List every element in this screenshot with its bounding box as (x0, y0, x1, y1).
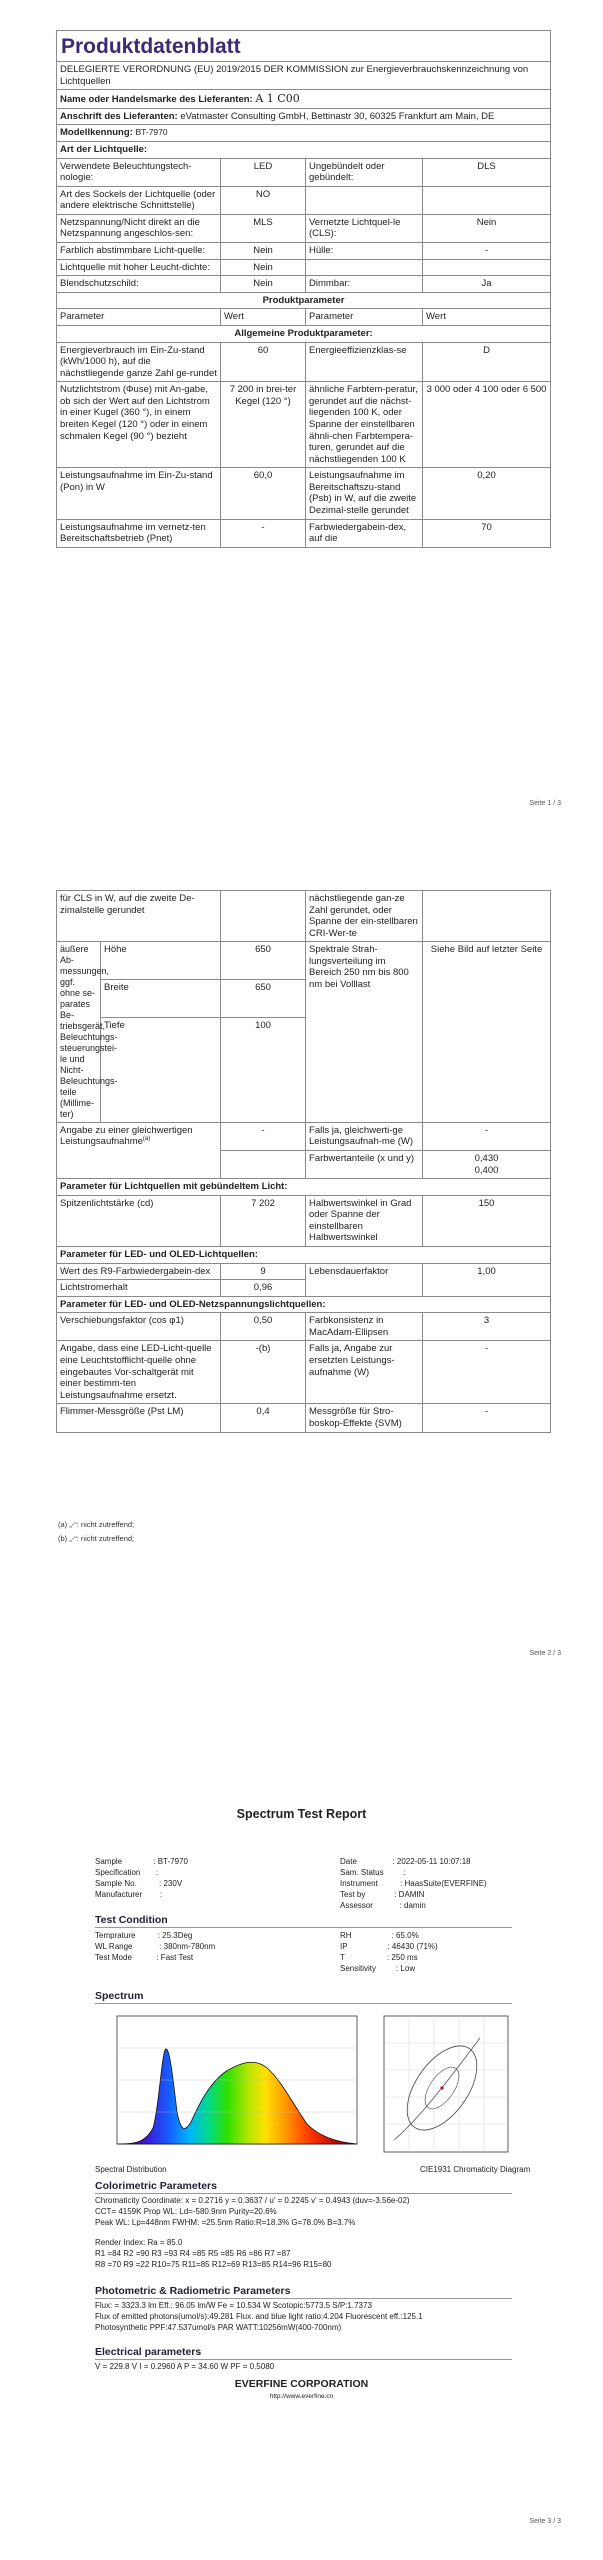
ppf-line: Photosynthetic PPF:47.537umol/s PAR WATT:10256mW(400-700nm) (95, 2323, 342, 2332)
table-row: Farbwertanteile (x und y) 0,430 0,400 (57, 1150, 551, 1178)
table-row: Blendschutzschild: Nein Dimmbar: Ja (57, 276, 551, 293)
cie-chromaticity-diagram (380, 2008, 512, 2163)
supplier-row: Name oder Handelsmarke des Lieferanten: A 1 C00 (57, 90, 551, 109)
photometric-heading: Photometric & Radiometric Parameters (95, 2285, 291, 2297)
table-row: Wert des R9-Farbwiedergabein-dex 9 Lebensdauerfaktor 1,00 (57, 1263, 551, 1280)
table-row: Nutzlichtstrom (Φuse) mit An-gabe, ob sich der Wert auf den Lichtstrom in einer Kugel (360 °), in einem breiten Kegel (120 °) oder in einem schmalen Kegel (90 °) bezieht 7 200 in brei-ter Kegel (120 °) ähnliche Farbtem-peratur, gerundet auf die nächst-liegenden 100 K, oder Spanne der einstellbaren ähnli-chen Farbtempera-turen, gerundet auf die nächstliegenden 100 K 3 000 oder 4 100 oder 6 500 (57, 382, 551, 468)
report-title: Spectrum Test Report (236, 1807, 367, 1821)
photon-line: Flux of emitted photons(umol/s):49.281 Flux. and blue light ratio:4.204 Fluorescent eff.:125.1 (95, 2312, 423, 2321)
datasheet-table-2 (56, 890, 551, 1433)
led-heading: Parameter für LED- und OLED-Lichtquellen: (57, 1247, 551, 1264)
peak-line: Peak WL: Lp=448nm FWHM: =25.5nm Ratio:R=18.3% G=78.0% B=3.7% (95, 2218, 356, 2227)
company-name: EVERFINE CORPORATION (234, 2378, 369, 2390)
test-condition-heading: Test Condition (95, 1914, 168, 1926)
render-index-row-1: R1 =84 R2 =90 R3 =93 R4 =85 R5 =85 R6 =86 R7 =87 (95, 2249, 291, 2258)
condition-right: RH : 65.0% IP : 46430 (71%) T : 250 ms Sensitivity : Low (340, 1931, 438, 1973)
directional-heading: Parameter für Lichtquellen mit gebündeltem Licht: (57, 1179, 551, 1196)
page-number: Seite 1 / 3 (529, 800, 561, 807)
table-row: Angabe, dass eine LED-Licht-quelle eine Leuchtstofflicht-quelle ohne eingebautes Vor-schaltgerät mit einer bestimm-ten Leistungsaufnahme ersetzt. -(b) Falls ja, Angabe zur ersetzten Leistungs-aufnahme (W) - (57, 1341, 551, 1404)
spectral-caption: Spectral Distribution (95, 2165, 167, 2174)
table-row: Energieverbrauch im Ein-Zu-stand (kWh/1000 h), auf die nächstliegende ganze Zahl ge-rundet 60 Energieeffizienzklas-se D (57, 342, 551, 382)
colorimetric-heading: Colorimetric Parameters (95, 2180, 217, 2192)
table-row: Leistungsaufnahme im vernetz-ten Bereitschaftsbetrieb (Pnet) - Farbwiedergabein-dex, auf die 70 (57, 519, 551, 547)
company-website: http://www.everfine.cn (269, 2393, 334, 2400)
table-row: Spitzenlichtstärke (cd) 7 202 Halbwertswinkel in Grad oder Spanne der einstellbaren Halbwertswinkel 150 (57, 1195, 551, 1246)
page-3 (0, 1800, 603, 2560)
spectrum-heading: Spectrum (95, 1990, 144, 2002)
table-row: Netzspannung/Nicht direkt an die Netzspannung angeschlos-sen: MLS Vernetzte Lichtquel-le (CLS): Nein (57, 214, 551, 242)
divider (95, 1927, 512, 1928)
table-row: für CLS in W, auf die zweite De-zimalstelle gerundet nächstliegende gan-ze Zahl gerundet, oder Spanne der ein-stellbaren CRI-Wer-te (57, 891, 551, 942)
table-row: Flimmer-Messgröße (Pst LM) 0,4 Messgröße für Stro-boskop-Effekte (SVM) - (57, 1404, 551, 1432)
date-info: Date : 2022-05-11 10:07:18 Sam. Status : Instrument : HaasSuite(EVERFINE) Test by : DAMIN Assessor : damin (340, 1857, 487, 1910)
address-row: Anschrift des Lieferanten: eVatmaster Consulting GmbH, Bettinastr 30, 60325 Frankfurt am Main, DE (57, 108, 551, 125)
page-number: Seite 3 / 3 (529, 2518, 561, 2525)
table-row: Art des Sockels der Lichtquelle (oder andere elektrische Schnittstelle) NO (57, 186, 551, 214)
table-row: Verschiebungsfaktor (cos φ1) 0,50 Farbkonsistenz in MacAdam-Ellipsen 3 (57, 1313, 551, 1341)
divider (95, 2003, 512, 2004)
render-index-row-2: R8 =70 R9 =22 R10=75 R11=85 R12=69 R13=85 R14=96 R15=80 (95, 2260, 332, 2269)
table-row: Angabe zu einer gleichwertigen Leistungsaufnahme$^{(a)}$ - Falls ja, gleichwerti-ge Leistungsaufnah-me (W) - (57, 1122, 551, 1150)
general-params-heading: Allgemeine Produktparameter: (57, 325, 551, 342)
render-index: Render Index: Ra = 85.0 (95, 2238, 183, 2247)
table-row: Verwendete Beleuchtungstech-nologie: LED Ungebündelt oder gebündelt: DLS (57, 158, 551, 186)
page-title: Produktdatenblatt (57, 31, 551, 62)
page-2 (0, 880, 603, 1680)
table-row: Lichtquelle mit hoher Leucht-dichte: Nein (57, 259, 551, 276)
footnote-a: (a) „-“: nicht zutreffend; (58, 1520, 135, 1529)
chromaticity-line: Chromaticity Coordinate: x = 0.2716 y = 0.3637 / u' = 0.2245 v' = 0.4943 (duv=-3.56e-02) (95, 2196, 410, 2205)
flux-line: Flux: = 3323.3 lm Eff.: 96.05 lm/W Fe = 10.534 W Scotopic:5773.5 S/P:1.7373 (95, 2301, 372, 2310)
divider (95, 2193, 512, 2194)
spectral-distribution-chart (95, 2008, 367, 2163)
regulation-text: DELEGIERTE VERORDNUNG (EU) 2019/2015 DER KOMMISSION zur Energieverbrauchskennzeichnung von Lichtquellen (57, 62, 551, 90)
sample-info: Sample : BT-7970 Specification : Sample No. : 230V Manufacturer : (95, 1857, 188, 1899)
divider (95, 2359, 512, 2360)
table-row: Lichtstromerhalt 0,96 (57, 1280, 551, 1297)
table-row: Breite 650 (57, 980, 551, 1018)
condition-left: Temprature : 25.3Deg WL Range : 380nm-780nm Test Mode : Fast Test (95, 1931, 216, 1962)
product-params-heading: Produktparameter (57, 292, 551, 309)
table-row: Tiefe 100 (57, 1017, 551, 1122)
table-row: Farblich abstimmbare Licht-quelle: Nein Hülle: - (57, 243, 551, 260)
cie-caption: CIE1931 Chromaticity Diagram (420, 2165, 531, 2174)
page-number: Seite 2 / 3 (529, 1650, 561, 1657)
page-1 (0, 0, 603, 830)
electrical-line: V = 229.8 V I = 0.2960 A P = 34.60 W PF = 0.5080 (95, 2362, 275, 2371)
datasheet-table-1 (56, 30, 551, 548)
table-row: äußere Ab-messungen, ggf. ohne se-parates Be-triebsgerät, Beleuchtungs-steuerungstei-le und Nicht-Beleuchtungs-teile (Millime-ter) Höhe 650 Spektrale Strah-lungsverteilung im Bereich 250 nm bis 800 nm bei Volllast Siehe Bild auf letzter Seite (57, 942, 551, 980)
mains-heading: Parameter für LED- und OLED-Netzspannungslichtquellen: (57, 1296, 551, 1313)
electrical-heading: Electrical parameters (95, 2346, 202, 2358)
column-header-row: Parameter Wert Parameter Wert (57, 309, 551, 326)
model-row: Modellkennung: BT-7970 (57, 125, 551, 142)
cct-line: CCT= 4159K Prop WL: Ld=-580.9nm Purity=20.6% (95, 2207, 277, 2216)
light-type-heading: Art der Lichtquelle: (57, 141, 551, 158)
divider (95, 2298, 512, 2299)
table-row: Leistungsaufnahme im Ein-Zu-stand (Pon) in W 60,0 Leistungsaufnahme im Bereitschaftszu-stand (Psb) in W, auf die zweite Dezimal-stelle gerundet 0,20 (57, 468, 551, 519)
footnote-b: (b) „-“: nicht zutreffend; (58, 1534, 135, 1543)
